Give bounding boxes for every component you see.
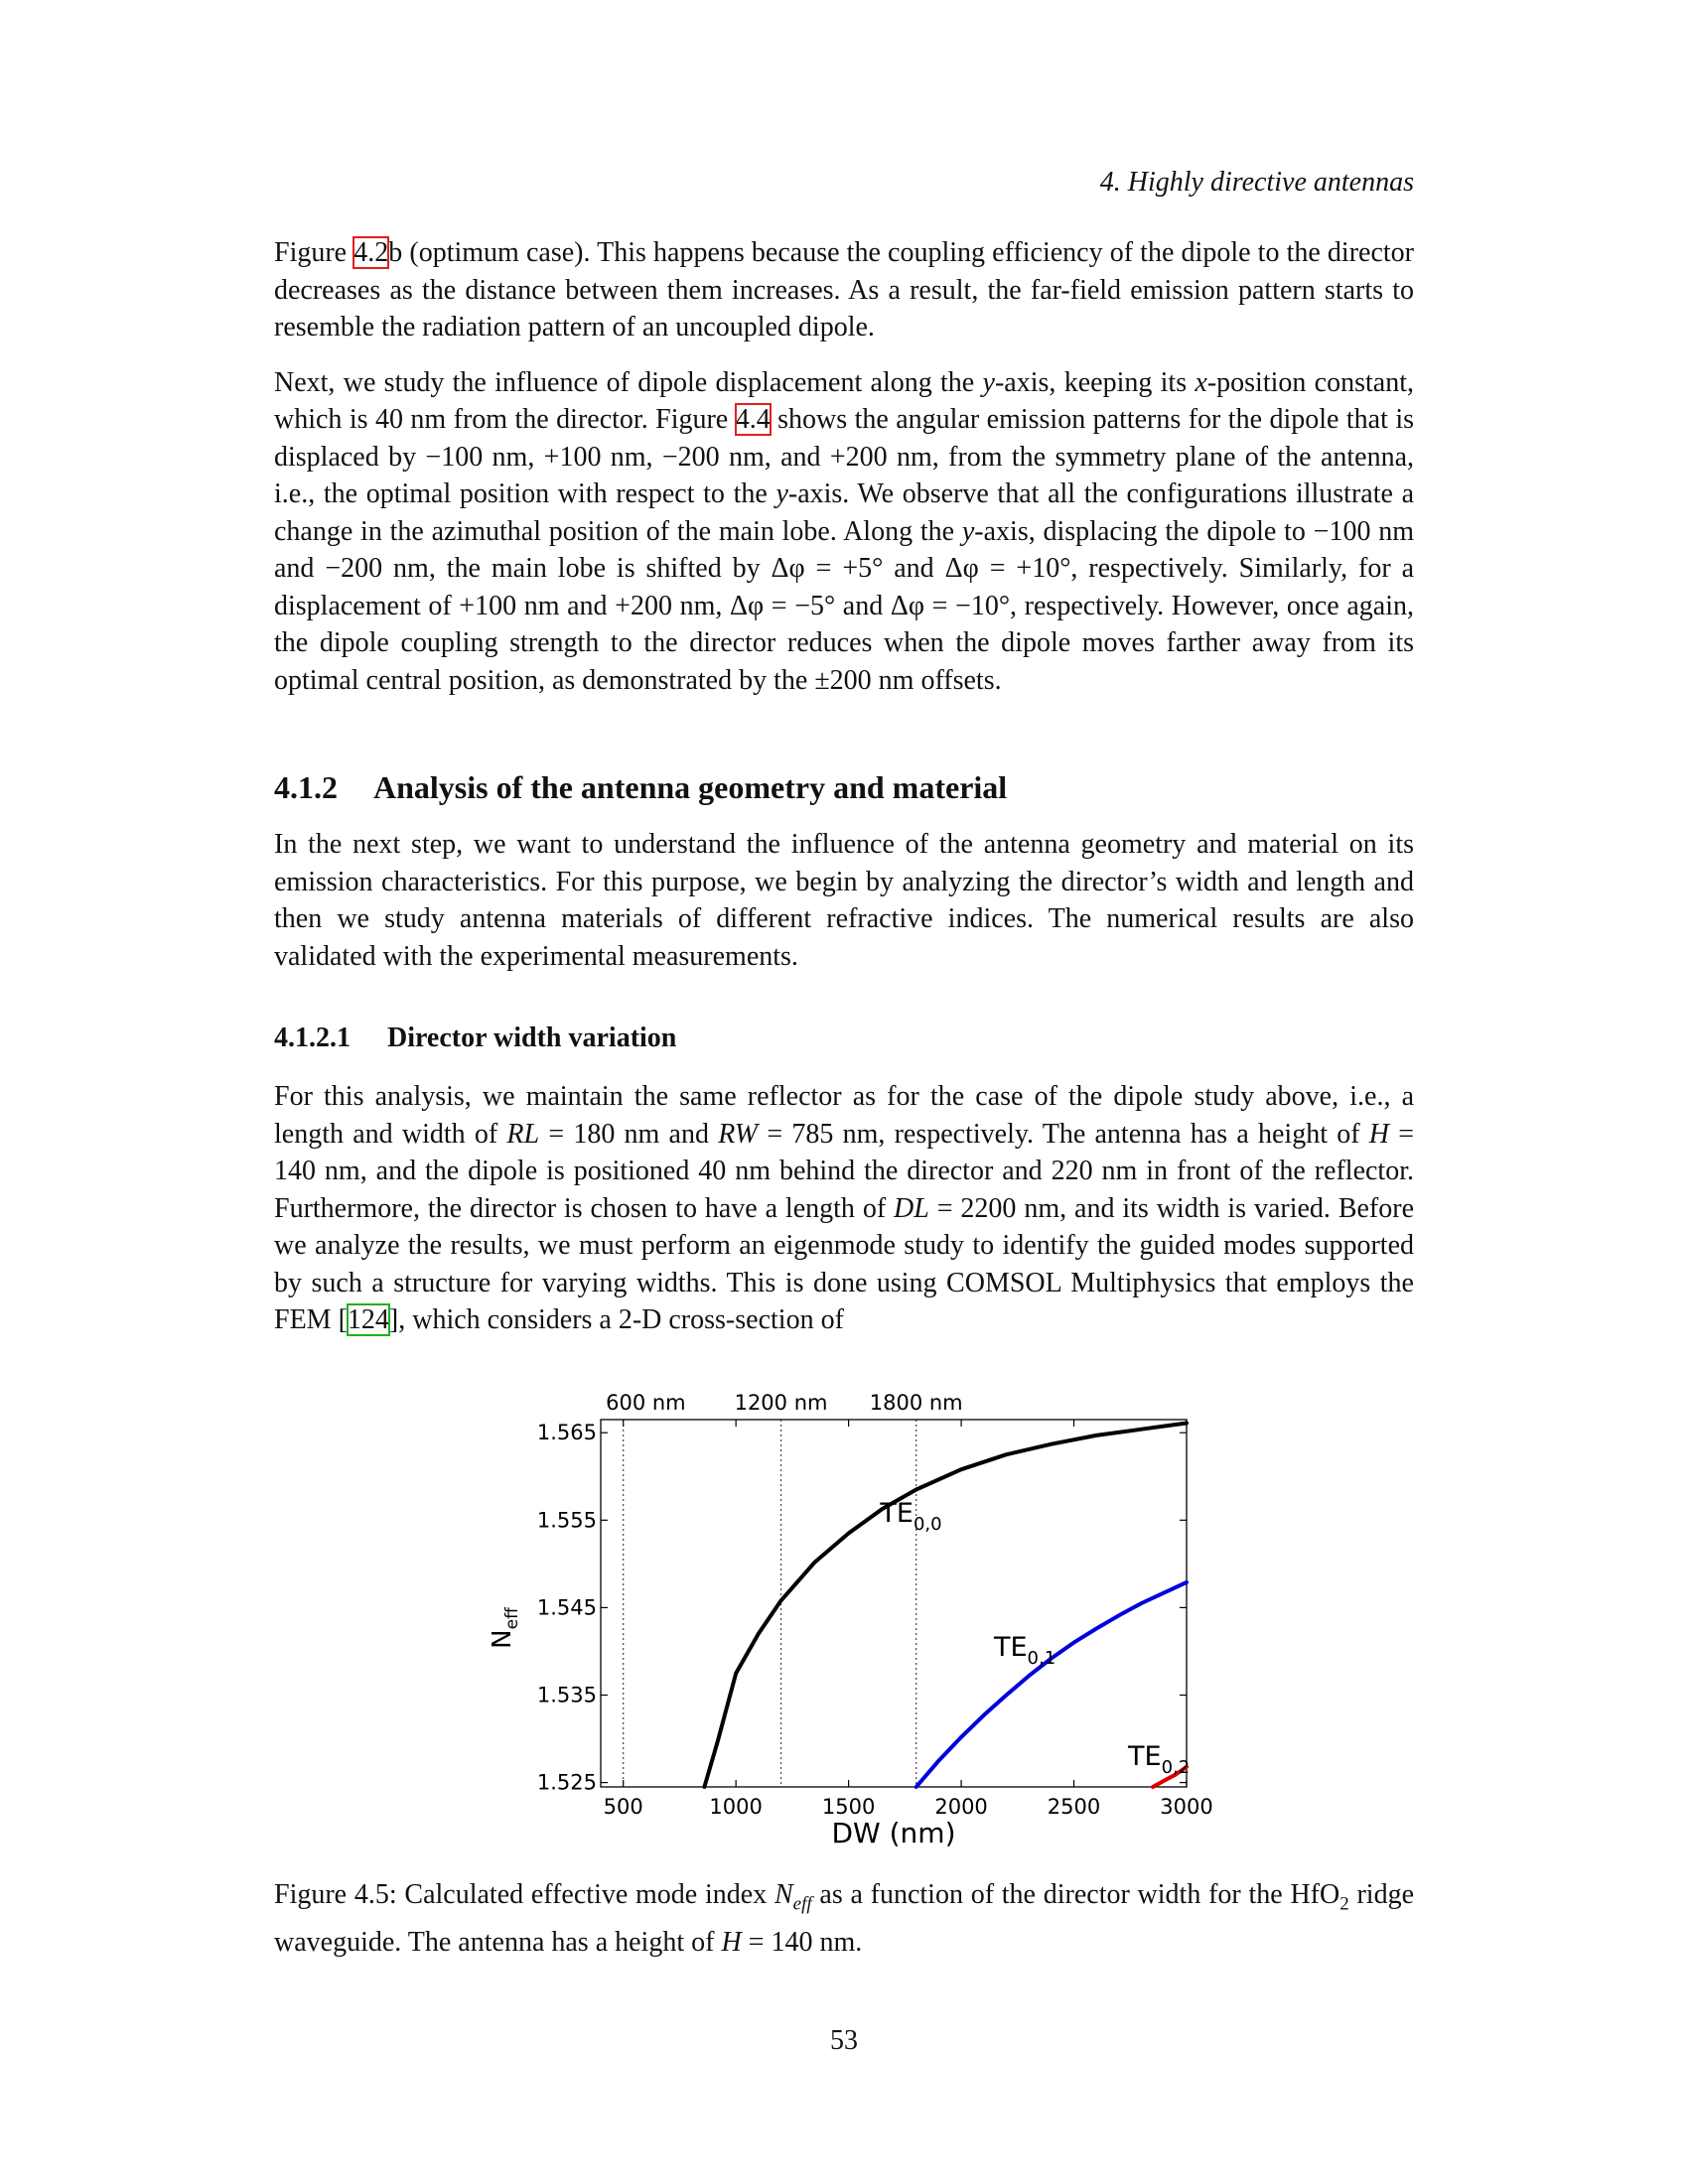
p2-b: -axis, keeping its xyxy=(994,366,1196,398)
p2-f: -axis, displacing the dipole to −100 nm and −200 nm, the main lobe is shifted by Δφ = +5° and Δφ = +10°, respectively. Similarly, for a displacement of +100 nm and +200 nm, Δφ = −5° and Δφ = −10°, respectively. However, once again, the dipole coupling strength to the director reduces when the dipole moves farther away from its optimal central position, as demonstrated by the ±200 nm offsets. xyxy=(274,515,1415,696)
mode-label-main: TE xyxy=(993,1631,1028,1663)
y-tick-label: 1.525 xyxy=(536,1770,597,1795)
top-axis-label: 600 nm xyxy=(606,1391,686,1415)
symbol-y: y xyxy=(961,515,975,547)
y-tick-label: 1.565 xyxy=(536,1421,597,1445)
paragraph-1-text: b (optimum case). This happens because the coupling efficiency of the dipole to the director decreases as the distance between them increases. As a result, the far-field emission pattern starts to resemble the radiation pattern of an uncoupled dipole. xyxy=(274,237,1414,342)
sp-e: = 2200 nm, and its width is varied. Before we analyze the results, we must perform an eigenmode study to identify the guided modes supported by such a structure for varying widths. This is done using COMSOL Multiphysics that employs the FEM [ xyxy=(274,1192,1415,1335)
symbol-x: x xyxy=(1195,366,1207,398)
caption-a: Calculated effective mode index xyxy=(396,1879,774,1910)
subsection-title: Director width variation xyxy=(387,1023,677,1053)
paragraph-1: Figure 4.2b (optimum case). This happens because the coupling efficiency of the dipole to the director decreases as the distance between them increases. As a result, the far-field emission pattern starts to resemble the radiation pattern of an uncoupled dipole. xyxy=(274,237,1414,342)
caption-c: 2 xyxy=(1339,1893,1349,1915)
sp-b: = 180 nm and xyxy=(539,1118,719,1150)
y-axis-label-sub: eff xyxy=(502,1607,522,1630)
y-tick-label: 1.535 xyxy=(536,1683,597,1707)
symbol-y: y xyxy=(982,366,995,398)
figure-ref-4-2[interactable]: 4.2 xyxy=(353,237,389,268)
top-axis-label: 1200 nm xyxy=(734,1391,828,1415)
symbol-H: H xyxy=(721,1926,742,1958)
neff-chart xyxy=(467,1370,1221,1866)
subsection-heading xyxy=(274,1023,676,1054)
x-tick-label: 3000 xyxy=(1160,1795,1213,1819)
p2-e: -axis. We observe that all the configurations illustrate a change in the azimuthal position of the main lobe. Along the xyxy=(274,478,1414,547)
mode-label-sub: 0,1 xyxy=(1027,1647,1056,1669)
mode-label-0-1 xyxy=(993,1632,1055,1669)
body-paragraphs-top xyxy=(274,234,1414,717)
symbol-neff xyxy=(774,1879,812,1915)
section-paragraph: In the next step, we want to understand the influence of the antenna geometry and material on its emission characteristics. For this purpose, we begin by analyzing the director’s width and length and then we study antenna materials of different refractive indices. The numerical results are also validated with the experimental measurements. xyxy=(274,829,1414,972)
caption-d: ridge waveguide. The antenna has a height of xyxy=(274,1879,1415,1958)
section-heading xyxy=(274,769,1007,806)
mode-label-main: TE xyxy=(1128,1740,1162,1772)
symbol-DL: DL xyxy=(894,1192,929,1224)
symbol-N: N xyxy=(774,1879,793,1910)
symbol-RW: RW xyxy=(718,1118,759,1150)
figure-4-5 xyxy=(467,1370,1221,1866)
p2-c: -position constant, which is 40 nm from the director. Figure xyxy=(274,366,1414,435)
sp-c: = 785 nm, respectively. The antenna has a height of xyxy=(758,1118,1369,1150)
section-body xyxy=(274,826,1414,993)
mode-label-0-2 xyxy=(1127,1741,1190,1778)
top-axis-label: 1800 nm xyxy=(869,1391,963,1415)
caption-b: as a function of the director width for the HfO xyxy=(811,1879,1340,1910)
y-axis-label-main: N xyxy=(488,1629,517,1649)
x-tick-label: 1000 xyxy=(709,1795,763,1819)
citation-ref-124[interactable]: 124 xyxy=(347,1304,389,1335)
symbol-y: y xyxy=(775,478,788,509)
mode-curve-0-0 xyxy=(704,1424,1187,1788)
subsection-paragraph xyxy=(274,1078,1414,1339)
subsection-number: 4.1.2.1 xyxy=(274,1023,351,1053)
symbol-eff: eff xyxy=(792,1893,812,1915)
symbol-H: H xyxy=(1368,1118,1389,1150)
figure-ref-4-4[interactable]: 4.4 xyxy=(735,404,771,435)
page-number: 53 xyxy=(830,2025,858,2056)
x-tick-label: 2500 xyxy=(1047,1795,1101,1819)
sp-f: ], which considers a 2-D cross-section of xyxy=(388,1304,844,1335)
section-number: 4.1.2 xyxy=(274,769,338,805)
figure-caption xyxy=(274,1876,1414,1962)
running-header: 4. Highly directive antennas xyxy=(1099,167,1414,198)
mode-label-main: TE xyxy=(880,1498,914,1530)
y-axis-label xyxy=(488,1606,522,1649)
caption-label: Figure 4.5: xyxy=(274,1879,397,1910)
caption-e: = 140 nm. xyxy=(741,1926,863,1958)
x-tick-label: 1500 xyxy=(821,1795,876,1819)
mode-label-sub: 0,2 xyxy=(1161,1756,1191,1778)
sp-d: = 140 nm, and the dipole is positioned 40 nm behind the director and 220 nm in front of the reflector. Furthermore, the director is chosen to have a length of xyxy=(274,1118,1414,1224)
p2-d: shows the angular emission patterns for the dipole that is displaced by −100 nm, +100 nm, −200 nm, and +200 nm, from the symmetry plane of the antenna, i.e., the optimal position with respect to the xyxy=(274,404,1414,509)
x-tick-label: 2000 xyxy=(934,1795,988,1819)
mode-label-0-0 xyxy=(879,1498,941,1535)
section-title: Analysis of the antenna geometry and material xyxy=(373,769,1008,805)
y-tick-label: 1.545 xyxy=(536,1595,597,1620)
p2-a: Next, we study the influence of dipole displacement along the xyxy=(274,366,983,398)
mode-label-sub: 0,0 xyxy=(913,1514,942,1536)
y-tick-label: 1.555 xyxy=(536,1508,597,1533)
plot-frame xyxy=(601,1420,1187,1787)
symbol-RL: RL xyxy=(506,1118,540,1150)
x-axis-label: DW (nm) xyxy=(831,1817,956,1849)
sp-a: For this analysis, we maintain the same reflector as for the case of the dipole study above, i.e., a length and width of xyxy=(274,1081,1414,1150)
x-tick-label: 500 xyxy=(603,1795,643,1819)
subsection-body xyxy=(274,1078,1414,1357)
paragraph-2 xyxy=(274,364,1414,700)
